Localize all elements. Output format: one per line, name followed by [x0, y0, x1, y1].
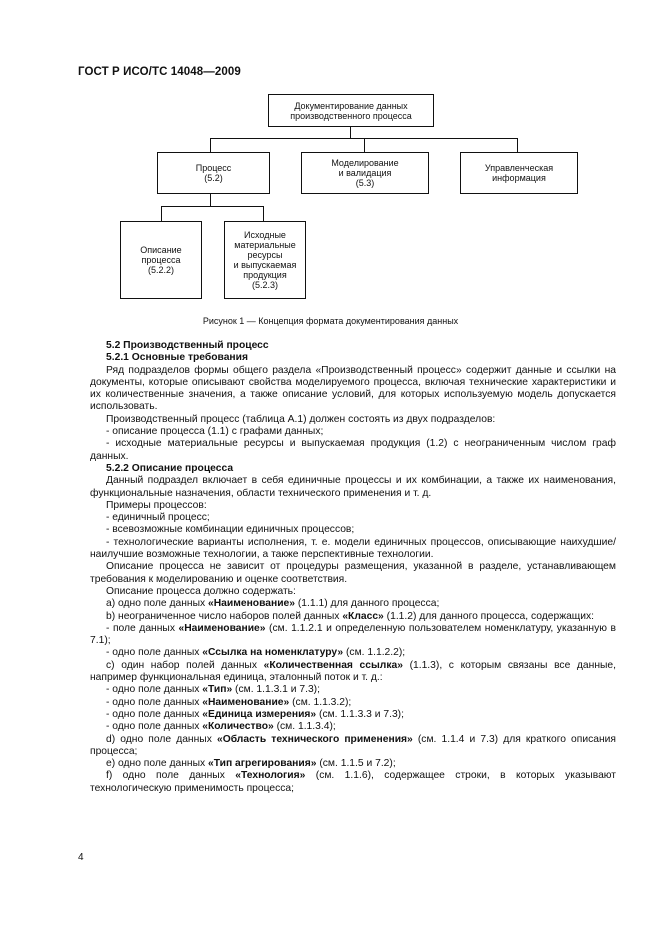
subsection-heading: 5.2.1 Основные требования	[106, 352, 248, 364]
connector	[517, 138, 518, 152]
list-subitem: - поле данных «Наименование» (см. 1.1.2.1 и определенную пользователем номенклатуру, указанную в 7.1);	[90, 622, 616, 647]
diagram-inputs-outputs-box: Исходные материальные ресурсы и выпускаемая продукция (5.2.3)	[224, 221, 306, 299]
list-subitem: - одно поле данных «Ссылка на номенклатуру» (см. 1.1.2.2);	[106, 647, 406, 659]
diagram-modeling-box: Моделирование и валидация (5.3)	[301, 152, 429, 194]
paragraph: Данный подраздел включает в себя единичные процессы и их комбинации, а также их наименования, функциональные назначения, области технического применения и т. д.	[90, 475, 616, 499]
list-subitem: - одно поле данных «Количество» (см. 1.1.3.4);	[106, 721, 336, 733]
diagram-process-description-box: Описание процесса (5.2.2)	[120, 221, 202, 299]
connector	[210, 194, 211, 206]
list-item-e: e) одно поле данных «Тип агрегирования» (см. 1.1.5 и 7.2);	[106, 758, 396, 770]
diagram-process-box: Процесс (5.2)	[157, 152, 270, 194]
paragraph: Описание процесса не зависит от процедуры размещения, указанной в разделе, устанавливающем требования к моделированию и оценке соответствия.	[90, 561, 616, 585]
document-header: ГОСТ Р ИСО/ТС 14048—2009	[78, 66, 241, 78]
page-number: 4	[78, 852, 84, 863]
list-item-f: f) одно поле данных «Технология» (см. 1.1.6), содержащее строки, в которых указывают технологическую применимость процесса;	[90, 770, 617, 794]
body-text	[90, 340, 616, 795]
list-subitem: - одно поле данных «Тип» (см. 1.1.3.1 и 7.3);	[106, 684, 320, 696]
list-item: - описание процесса (1.1) с графами данных;	[106, 426, 324, 438]
paragraph: Описание процесса должно содержать:	[106, 585, 296, 597]
paragraph: Ряд подразделов формы общего раздела «Производственный процесс» содержит данные и ссылки на документы, которые описывают свойства моделируемого процесса, включая технические характеристики и их количественные значения, а также описание условий, для которых используемую модель допускается использовать.	[90, 364, 616, 413]
list-item: - исходные материальные ресурсы и выпускаемая продукция (1.2) с неограниченным числом граф данных.	[90, 438, 616, 462]
list-item: - всевозможные комбинации единичных процессов;	[106, 524, 355, 536]
diagram-root-box: Документирование данных производственного процесса	[268, 94, 434, 127]
subsection-heading: 5.2.2 Описание процесса	[106, 462, 234, 474]
list-item-c: c) один набор полей данных «Количественная ссылка» (1.1.3), с которым связаны все данные, например функциональная единица, эталонный поток и т. д.:	[90, 659, 617, 684]
connector	[161, 206, 162, 221]
paragraph: Примеры процессов:	[106, 499, 207, 511]
connector	[364, 138, 365, 152]
section-heading: 5.2 Производственный процесс	[106, 340, 269, 351]
list-subitem: - одно поле данных «Наименование» (см. 1.1.3.2);	[106, 696, 352, 708]
connector	[210, 138, 211, 152]
list-item-d: d) одно поле данных «Область технического применения» (см. 1.1.4 и 7.3) для краткого описания процесса;	[90, 733, 616, 757]
list-item: - технологические варианты исполнения, т. е. модели единичных процессов, описывающие наихудшие/наилучшие возможные технологии, а также перспективные технологии.	[90, 536, 616, 561]
connector	[161, 206, 264, 207]
list-subitem: - одно поле данных «Единица измерения» (см. 1.1.3.3 и 7.3);	[106, 708, 404, 720]
list-item-b: b) неограниченное число наборов полей данных «Класс» (1.1.2) для данного процесса, содержащих:	[106, 610, 595, 622]
list-item-a: a) одно поле данных «Наименование» (1.1.1) для данного процесса;	[106, 598, 440, 610]
paragraph: Производственный процесс (таблица А.1) должен состоять из двух подразделов:	[106, 413, 496, 425]
connector	[263, 206, 264, 221]
list-item: - единичный процесс;	[106, 512, 210, 524]
diagram-management-box: Управленческая информация	[460, 152, 578, 194]
figure-caption: Рисунок 1 — Концепция формата документирования данных	[202, 316, 459, 326]
connector	[350, 127, 351, 138]
